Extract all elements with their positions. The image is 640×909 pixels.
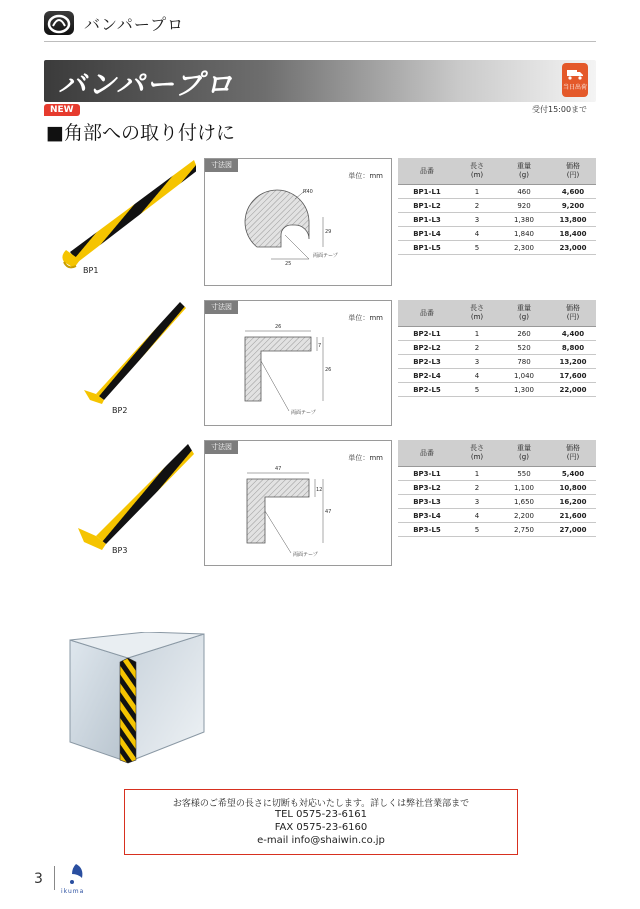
cell-length: 4 [456,369,498,383]
dimension-diagram-bp3 [204,440,392,566]
cell-price: 27,000 [550,523,596,537]
cell-code: BP1-L2 [398,199,456,213]
corner-installation-illustration [66,632,208,764]
dim-tape: 両面テープ [313,253,338,259]
cell-length: 1 [456,467,498,481]
table-row [398,213,596,227]
cell-weight: 2,200 [498,509,550,523]
cell-price: 8,800 [550,341,596,355]
cell-weight: 1,380 [498,213,550,227]
new-badge: NEW [44,104,80,116]
company-brand-name: ikuma [61,888,85,895]
dim-height: 29 [325,229,332,235]
cell-code: BP2-L3 [398,355,456,369]
col-header-price: 価格 (円) [550,300,596,327]
product-photo-bp3 [44,440,196,568]
cell-weight: 1,040 [498,369,550,383]
brand-mark-icon [44,11,74,35]
cell-code: BP2-L4 [398,369,456,383]
cell-code: BP3-L3 [398,495,456,509]
dim-top: 47 [275,466,282,472]
dim-thickness: 7 [318,343,322,349]
cell-weight: 1,650 [498,495,550,509]
table-row [398,327,596,341]
unit-label: 単位：mm [348,172,383,180]
section-heading: ■角部への取り付けに [46,122,235,144]
header-divider [44,41,596,42]
cell-length: 1 [456,185,498,199]
col-header-code: 品番 [398,440,456,467]
col-header-price: 価格 (円) [550,440,596,467]
cell-length: 2 [456,481,498,495]
cell-code: BP3-L5 [398,523,456,537]
table-row [398,355,596,369]
table-row [398,467,596,481]
dim-tape: 両面テープ [293,552,318,558]
cell-code: BP3-L4 [398,509,456,523]
spec-table-bp2 [398,300,596,397]
table-header-row [398,158,596,185]
dim-top: 26 [275,324,282,330]
same-day-shipping-badge [562,63,588,97]
table-row [398,199,596,213]
cell-code: BP1-L1 [398,185,456,199]
cell-length: 2 [456,341,498,355]
cell-code: BP3-L1 [398,467,456,481]
cell-code: BP1-L5 [398,241,456,255]
cell-weight: 920 [498,199,550,213]
table-row [398,481,596,495]
col-header-length: 長さ (m) [456,158,498,185]
diagram-title: 寸法図 [205,441,238,454]
product-label: BP2 [112,406,128,415]
cell-length: 4 [456,509,498,523]
truck-icon [566,68,584,80]
cell-price: 23,000 [550,241,596,255]
notice-email[interactable]: e-mail info@shaiwin.co.jp [257,835,385,846]
cell-code: BP1-L4 [398,227,456,241]
cell-weight: 2,750 [498,523,550,537]
cell-price: 10,800 [550,481,596,495]
cell-price: 22,000 [550,383,596,397]
page-number: 3 [34,871,43,887]
table-row [398,523,596,537]
spec-table-bp1 [398,158,596,255]
table-row [398,369,596,383]
product-photo-bp2 [44,300,196,428]
table-row [398,341,596,355]
cell-weight: 1,100 [498,481,550,495]
cell-code: BP2-L1 [398,327,456,341]
cell-price: 16,200 [550,495,596,509]
shipping-cutoff-note: 受付15:00まで [532,105,588,114]
dim-thickness: 12 [316,487,323,493]
cell-length: 5 [456,383,498,397]
cell-weight: 550 [498,467,550,481]
cell-length: 2 [456,199,498,213]
dim-radius: R40 [303,189,313,195]
cell-price: 9,200 [550,199,596,213]
cell-code: BP2-L2 [398,341,456,355]
product-label: BP3 [112,546,128,555]
cell-code: BP2-L5 [398,383,456,397]
notice-message: お客様のご希望の長さに切断も対応いたします。詳しくは弊社営業部まで [172,799,470,809]
col-header-length: 長さ (m) [456,300,498,327]
notice-fax: FAX 0575-23-6160 [274,822,368,833]
product-label: BP1 [83,266,99,275]
col-header-weight: 重量 (g) [498,158,550,185]
diagram-title: 寸法図 [205,159,238,172]
col-header-code: 品番 [398,158,456,185]
dim-width: 25 [285,261,292,267]
dim-side: 26 [325,367,332,373]
cell-length: 5 [456,241,498,255]
cell-weight: 1,840 [498,227,550,241]
cell-weight: 520 [498,341,550,355]
dim-tape: 両面テープ [291,410,316,416]
cell-length: 5 [456,523,498,537]
col-header-weight: 重量 (g) [498,440,550,467]
cell-price: 17,600 [550,369,596,383]
notice-tel: TEL 0575-23-6161 [274,809,368,820]
cell-price: 4,600 [550,185,596,199]
product-photo-bp1 [44,158,196,286]
header-section-label: バンパープロ [84,15,185,34]
cell-length: 3 [456,495,498,509]
col-header-length: 長さ (m) [456,440,498,467]
table-row [398,241,596,255]
table-row [398,227,596,241]
col-header-code: 品番 [398,300,456,327]
unit-label: 単位：mm [348,314,383,322]
table-header-row [398,440,596,467]
cell-price: 13,800 [550,213,596,227]
dim-side: 47 [325,509,332,515]
col-header-weight: 重量 (g) [498,300,550,327]
cell-price: 18,400 [550,227,596,241]
cell-code: BP3-L2 [398,481,456,495]
cell-price: 4,400 [550,327,596,341]
cell-length: 4 [456,227,498,241]
cell-weight: 780 [498,355,550,369]
cell-price: 13,200 [550,355,596,369]
unit-label: 単位：mm [348,454,383,462]
table-header-row [398,300,596,327]
cell-price: 5,400 [550,467,596,481]
badge-text: 当日出荷 [562,84,587,91]
custom-cut-notice [124,789,518,855]
col-header-price: 価格 (円) [550,158,596,185]
footer-divider [54,866,55,890]
cell-price: 21,600 [550,509,596,523]
diagram-title: 寸法図 [205,301,238,314]
page-title: バンパープロ [58,68,235,101]
cell-length: 3 [456,213,498,227]
cell-weight: 460 [498,185,550,199]
cell-weight: 2,300 [498,241,550,255]
table-row [398,383,596,397]
dimension-diagram-bp1 [204,158,392,286]
spec-table-bp3 [398,440,596,537]
table-row [398,509,596,523]
cell-weight: 1,300 [498,383,550,397]
cell-code: BP1-L3 [398,213,456,227]
table-row [398,495,596,509]
cell-length: 1 [456,327,498,341]
table-row [398,185,596,199]
dimension-diagram-bp2 [204,300,392,426]
cell-length: 3 [456,355,498,369]
cell-weight: 260 [498,327,550,341]
